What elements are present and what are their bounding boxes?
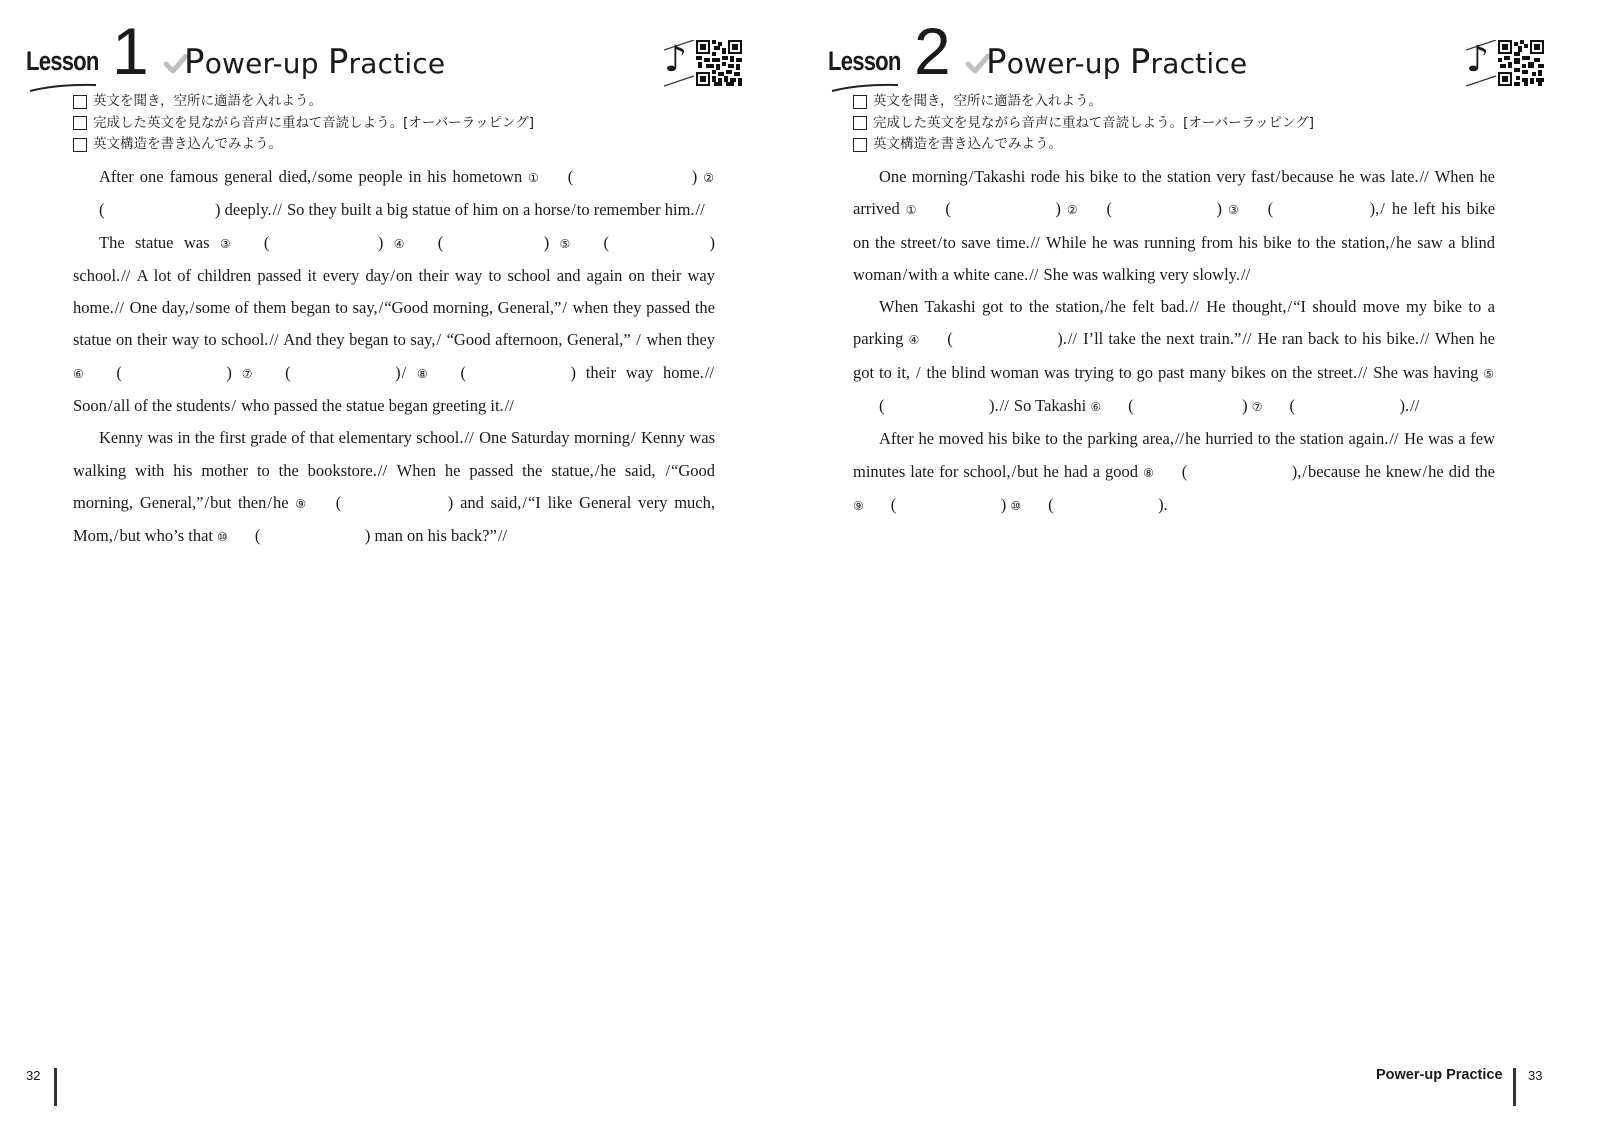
checkbox[interactable] — [853, 95, 867, 109]
checklist-item[interactable]: 英文を聞き，空所に適語を入れよう。 — [73, 91, 534, 113]
lesson-header — [26, 14, 746, 94]
blank-number: ⑤ — [1483, 366, 1495, 381]
blank-number: ⑥ — [1090, 400, 1102, 415]
music-note-icon: ♪ — [664, 39, 687, 80]
audio-link[interactable] — [1466, 40, 1548, 90]
checkbox[interactable] — [853, 116, 867, 130]
slash-decoration — [664, 40, 700, 90]
blank-number: ③ — [1227, 203, 1241, 218]
slash-decoration — [1466, 40, 1502, 90]
paragraph-1: One morning/Takashi rode his bike to the station very fast/because he was late.// When he arrived ① ( ) ② ( ) ③ ( ),/ he left his bike on the street/to save time.// While he was running from his bike to the station,/he saw a blind woman/with a white cane.// She was walking very slowly.// — [853, 167, 1496, 284]
blank-number: ⑩ — [217, 530, 228, 545]
lesson-label: Lesson — [26, 46, 99, 76]
blank-3[interactable]: ( — [263, 232, 270, 252]
checkbox[interactable] — [853, 138, 867, 152]
passage-text — [73, 161, 715, 554]
blank-number: ① — [905, 203, 919, 218]
qr-code-icon[interactable] — [696, 40, 742, 86]
task-checklist — [73, 91, 534, 156]
blank-number: ⑧ — [1143, 465, 1155, 480]
blank-number: ⑩ — [1010, 498, 1022, 513]
blank-6[interactable]: ( — [1128, 396, 1134, 416]
checkbox[interactable] — [73, 95, 87, 109]
blank-2[interactable]: ( — [1106, 199, 1112, 219]
lesson-header — [828, 14, 1548, 94]
task-checklist — [853, 91, 1314, 156]
page-number: 33 — [1528, 1068, 1543, 1083]
blank-9[interactable]: ( — [335, 492, 342, 512]
blank-7[interactable]: ( — [285, 362, 291, 382]
blank-10[interactable]: ( — [1048, 494, 1054, 514]
music-note-icon: ♪ — [1466, 39, 1489, 80]
checklist-item[interactable]: 英文構造を書き込んでみよう。 — [853, 134, 1314, 156]
paragraph-2: The statue was ③ ( ) ④ ( ) ⑤ ( ) school.// A lot of children passed it every day/on their way to school and again on their way home.// One day,/some of them began to say,/“Good morning, General,”/ when they passed the statue on their way to school.// And they began to say,/ “Good afternoon, General,” / when they ⑥ ( ) ⑦ ( )/ ⑧ ( ) their way home.// Soon/all of the students/ who passed the statue began greeting it.// — [73, 227, 715, 423]
blank-9[interactable]: ( — [890, 494, 897, 514]
blank-number: ③ — [219, 236, 237, 251]
lesson-number: 2 — [914, 14, 951, 88]
blank-5[interactable]: ( — [879, 396, 885, 416]
blank-number: ④ — [393, 236, 411, 251]
paragraph-3: Kenny was in the first grade of that elementary school.// One Saturday morning/ Kenny was walking with his mother to the bookstore.// When he passed the statue,/he said, /“Good morning, General,”/but then/he ⑨ ( ) and said,/“I like General very much, Mom,/but who’s that ⑩ ( ) man on his back?”// — [73, 422, 715, 553]
checkbox[interactable] — [73, 138, 87, 152]
blank-8[interactable]: ( — [460, 362, 466, 382]
audio-link[interactable] — [664, 40, 746, 90]
blank-number: ⑨ — [853, 498, 864, 513]
section-title: Power-up Practice — [986, 42, 1248, 82]
blank-number: ④ — [908, 333, 921, 348]
paragraph-1: After one famous general died,/some people in his hometown ① ( ) ②( ) deeply.// So they built a big statue of him on a horse/to remember him.// — [73, 161, 715, 227]
qr-code-icon[interactable] — [1498, 40, 1544, 86]
footer-divider — [54, 1068, 57, 1106]
lesson-label: Lesson — [828, 46, 901, 76]
right-page — [800, 0, 1600, 1130]
blank-4[interactable]: ( — [947, 329, 953, 349]
blank-number: ⑧ — [417, 366, 434, 381]
blank-10[interactable]: ( — [254, 526, 261, 546]
blank-5[interactable]: ( — [603, 232, 610, 252]
section-title: Power-up Practice — [184, 42, 446, 82]
blank-number: ② — [1066, 203, 1080, 218]
blank-number: ① — [528, 171, 541, 185]
blank-7[interactable]: ( — [1289, 396, 1296, 416]
blank-8[interactable]: ( — [1181, 461, 1188, 481]
paragraph-2: When Takashi got to the station,/he felt bad.// He thought,/“I should move my bike to a parking ④ ( ).// I’ll take the next train.”// He ran back to his bike.// When he got to it, / the blind woman was trying to go past many bikes on the street.// She was having ⑤( ).// So Takashi ⑥ ( ) ⑦ ( ).// — [853, 291, 1495, 423]
paragraph-3: After he moved his bike to the parking area,//he hurried to the station again.// He was a few minutes late for school,/but he had a good ⑧ ( ),/because he knew/he did the ⑨ ( ) ⑩ ( ). — [853, 423, 1495, 522]
blank-2[interactable]: ( — [99, 200, 105, 220]
lesson-number: 1 — [112, 14, 149, 88]
footer-divider — [1513, 1068, 1516, 1106]
footer-title: Power-up Practice — [1376, 1067, 1503, 1083]
checklist-item[interactable]: 英文を聞き，空所に適語を入れよう。 — [853, 91, 1314, 113]
blank-number: ⑨ — [295, 496, 309, 511]
blank-4[interactable]: ( — [437, 232, 444, 252]
checklist-item[interactable]: 完成した英文を見ながら音声に重ねて音読しよう。[オーバーラッピング] — [853, 113, 1314, 135]
blank-number: ⑥ — [73, 366, 90, 381]
blank-1[interactable]: ( — [567, 167, 574, 186]
blank-number: ② — [703, 171, 715, 185]
passage-text — [853, 161, 1495, 522]
blank-6[interactable]: ( — [116, 362, 122, 382]
blank-number: ⑦ — [241, 366, 259, 381]
checklist-item[interactable]: 英文構造を書き込んでみよう。 — [73, 134, 534, 156]
checklist-item[interactable]: 完成した英文を見ながら音声に重ねて音読しよう。[オーバーラッピング] — [73, 113, 534, 135]
checkbox[interactable] — [73, 116, 87, 130]
page-number: 32 — [26, 1068, 41, 1083]
blank-number: ⑦ — [1251, 400, 1263, 415]
blank-1[interactable]: ( — [945, 199, 951, 219]
blank-3[interactable]: ( — [1267, 199, 1274, 219]
blank-number: ⑤ — [559, 236, 577, 251]
